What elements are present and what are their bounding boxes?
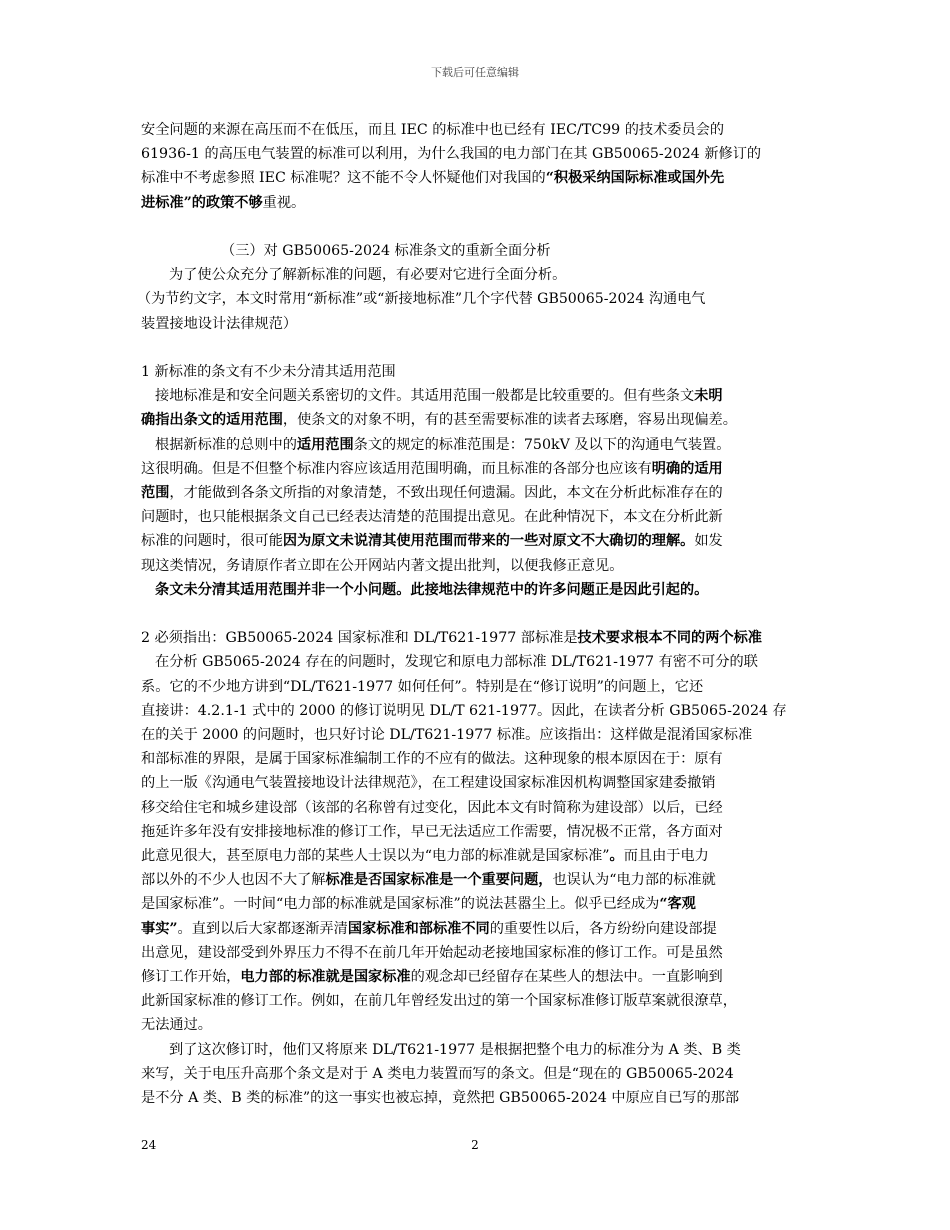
text-line: 拖延许多年没有安排接地标准的修订工作，早已无法适应工作需要，情况极不正常，各方面对 <box>141 823 723 840</box>
text-run: 重视。 <box>262 194 306 211</box>
bold-text: 技术要求根本不同的两个标准 <box>577 630 762 647</box>
text-line: 在分析 GB5065-2024 存在的问题时，发现它和原电力部标准 DL/T621-1977 有密不可分的联 <box>155 654 758 671</box>
text-run: 标准的问题时，很可能 <box>141 533 283 550</box>
text-run: ，使条文的对象不明，有的甚至需要标准的读者去琢磨，容易出现偏差。 <box>282 412 737 429</box>
text-run: 是国家标准”。一时间“电力部的标准就是国家标准”的说法甚嚣尘上。似乎已经成为 <box>141 896 660 913</box>
bold-text: 进标准”的政策不够 <box>141 194 263 211</box>
bold-text: 标准是否国家标准是一个重要问题， <box>325 872 553 889</box>
text-line: 的上一版《沟通电气装置接地设计法律规范》，在工程建设国家标准因机构调整国家建委撤销 <box>141 775 716 792</box>
text-line <box>141 166 813 190</box>
text-line: 和部标准的界限，是属于国家标准编制工作的不应有的做法。这种现象的根本原因在于：原有 <box>141 751 723 768</box>
footer-page-number: 2 <box>471 1138 479 1152</box>
text-run: ，才能做到各条文所指的对象清楚，不致出现任何遗漏。因此，本文在分析此标准存在的 <box>169 485 723 502</box>
bold-text: 未明 <box>694 388 723 405</box>
text-run: 2 必须指出：GB50065-2024 国家标准和 DL/T621-1977 部标准是 <box>141 630 578 647</box>
text-line: 直接讲：4.2.1-1 式中的 2000 的修订说明见 DL/T 621-1977。因此，在读者分析 GB5065-2024 存 <box>141 702 787 719</box>
text-run: 这很明确。但是不但整个标准内容应该适用范围明确，而且标准的各部分也应该有 <box>141 460 652 477</box>
bold-text: 确指出条文的适用范围 <box>141 412 283 429</box>
text-run: 部以外的不少人也因不大了解 <box>141 872 326 889</box>
bold-text: 明确的适用 <box>651 460 723 477</box>
bold-text: 因为原文未说清其使用范围而带来的一些对原文不大确切的理解。 <box>282 533 695 550</box>
text-line: 安全问题的来源在高压而不在低压，而且 IEC 的标准中也已经有 IEC/TC99 的技术委员会的 <box>141 122 725 138</box>
text-line <box>141 917 813 941</box>
document-body <box>137 118 813 1110</box>
item-heading: 1 新标准的条文有不少未分清其适用范围 <box>141 364 396 380</box>
text-line <box>141 433 813 457</box>
page-header: 下载后可任意编辑 <box>431 66 519 79</box>
text-run: 。直到以后大家都逐渐弄清 <box>177 920 348 937</box>
text-line: 装置接地设计法律规范） <box>141 315 298 332</box>
text-line: 无法通过。 <box>141 1017 212 1034</box>
text-run: 的观念却已经留存在某些人的想法中。一直影响到 <box>410 969 723 986</box>
text-line <box>141 481 813 505</box>
text-run: 的重要性以后，各方纷纷向建设部提 <box>489 920 717 937</box>
text-line <box>141 965 813 989</box>
bold-text: 电力部的标准就是国家标准 <box>240 969 411 986</box>
text-run: 而且由于电力 <box>623 848 709 865</box>
text-line <box>141 191 813 215</box>
text-line: 为了使公众充分了解新标准的问题，有必要对它进行全面分析。 <box>169 267 567 284</box>
text-line: 移交给住宅和城乡建设部（该部的名称曾有过变化，因此本文有时简称为建设部）以后，已经 <box>141 799 723 816</box>
text-line: （为节约文字，本文时常用“新标准”或“新接地标准”几个字代替 GB50065-2024 沟通电气 <box>137 291 706 308</box>
text-run: 接地标准是和安全问题关系密切的文件。其适用范围一般都是比较重要的。但有些条文 <box>155 388 695 405</box>
text-line: 系。它的不少地方讲到“DL/T621-1977 如何任何”。特别是在“修订说明”的问题上，它还 <box>141 678 704 695</box>
bold-text: 适用范围 <box>296 436 354 453</box>
text-line <box>141 529 813 553</box>
bold-text: 。 <box>609 848 624 865</box>
text-line <box>141 868 813 892</box>
text-line: 61936-1 的高压电气装置的标准可以利用，为什么我国的电力部门在其 GB50065-2024 新修订的 <box>141 146 762 163</box>
text-run: 如发 <box>694 533 723 550</box>
item-heading <box>141 626 813 650</box>
text-line: 此新国家标准的修订工作。例如，在前几年曾经发出过的第一个国家标准修订版草案就很潦草， <box>141 993 737 1010</box>
text-line: 到了这次修订时，他们又将原来 DL/T621-1977 是根据把整个电力的标准分为 A 类、B 类 <box>169 1041 741 1058</box>
bold-text: 事实” <box>141 920 178 937</box>
text-line <box>141 457 813 481</box>
text-run: 标准中不考虑参照 IEC 标准呢？这不能不令人怀疑他们对我国的 <box>141 170 546 187</box>
text-run: 根据新标准的总则中的 <box>155 436 297 453</box>
section-heading: （三）对 GB50065-2024 标准条文的重新全面分析 <box>221 243 551 259</box>
text-line: 是不分 A 类、B 类的标准”的这一事实也被忘掉，竟然把 GB50065-2024 中原应自已写的那部 <box>141 1090 740 1107</box>
bold-text: 范围 <box>141 485 170 502</box>
text-run: 也误认为“电力部的标准就 <box>552 872 716 889</box>
text-line: 出意见，建设部受到外界压力不得不在前几年开始起动老接地国家标准的修订工作。可是虽然 <box>141 944 723 961</box>
footer-page-count: 24 <box>141 1138 157 1152</box>
bold-text: 国家标准和部标准不同 <box>347 920 490 937</box>
text-run: 条文的规定的标准范围是：750kV 及以下的沟通电气装置。 <box>353 436 731 453</box>
text-line <box>141 892 813 916</box>
text-line <box>141 408 813 432</box>
text-line: 现这类情况，务请原作者立即在公开网站内著文提出批判，以便我修正意见。 <box>141 557 624 574</box>
text-run: 此意见很大，甚至原电力部的某些人士误以为“电力部的标准就是国家标准” <box>141 848 610 865</box>
text-run: 修订工作开始， <box>141 969 241 986</box>
text-line <box>141 844 813 868</box>
bold-text: “积极采纳国际标准或国外先 <box>545 170 725 187</box>
bold-line: 条文未分清其适用范围并非一个小问题。此接地法律规范中的许多问题正是因此引起的。 <box>155 581 709 598</box>
text-line: 来写，关于电压升高那个条文是对于 A 类电力装置而写的条文。但是“现在的 GB50065-2024 <box>141 1065 734 1082</box>
text-line <box>141 384 813 408</box>
text-line: 在的关于 2000 的问题时，也只好讨论 DL/T621-1977 标准。应该指出：这样做是混淆国家标准 <box>141 727 753 744</box>
paragraph <box>141 118 813 215</box>
bold-text: “客观 <box>659 896 696 913</box>
text-line: 问题时，也只能根据条文自己已经表达清楚的范围提出意见。在此种情况下，本文在分析此新 <box>141 509 723 526</box>
